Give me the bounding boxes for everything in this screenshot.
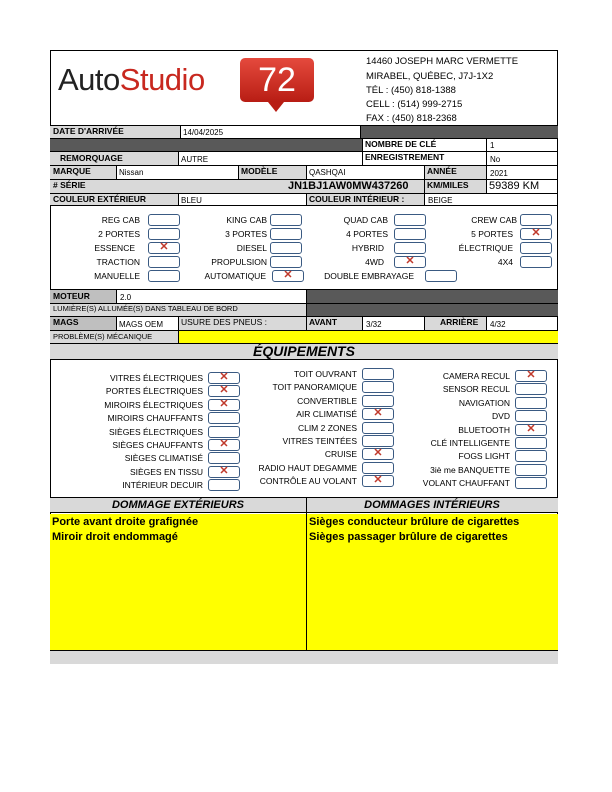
logo-badge [240,58,314,102]
motor-value[interactable]: 2.0 [120,293,132,302]
equipment-option-checkbox[interactable] [362,422,394,434]
motor-value-cell [116,289,306,303]
body-option-checkbox[interactable] [270,214,302,226]
body-option-label: HYBRID [351,243,384,253]
equipment-option-label: VITRES ÉLECTRIQUES [109,373,203,383]
ext-damage-area[interactable] [50,514,306,650]
equipment-option-checkbox[interactable] [515,477,547,489]
mech-label: PROBLÈME(S) MÉCANIQUE [53,332,153,341]
equipment-option-checkbox[interactable] [515,450,547,462]
mech-value-cell[interactable] [178,330,558,343]
equipment-option-label: DVD [492,411,510,422]
body-option-checkbox[interactable] [394,228,426,240]
int-damage-line: Sièges conducteur brûlure de cigarettes [309,516,520,528]
towing-value[interactable]: AUTRE [181,155,209,164]
body-option-label: 3 PORTES [225,229,267,239]
serial-label: # SÉRIE [53,180,86,190]
equipment-option-checkbox[interactable] [515,397,547,409]
equipment-option-checkbox[interactable] [362,462,394,474]
equipment-option-label: TOIT PANORAMIQUE [272,382,357,393]
equipment-option-label: RADIO HAUT DEGAMME [258,462,357,473]
body-option-label: TRACTION [96,257,140,267]
body-option-checkbox[interactable] [148,214,180,226]
equipment-option-label: TOIT OUVRANT [294,369,357,379]
body-option-label: QUAD CAB [343,215,388,225]
check-x-icon: ✕ [373,407,383,420]
body-option-label: 4X4 [497,257,513,267]
body-option-label: 4WD [365,257,384,267]
body-option-checkbox[interactable] [520,256,552,268]
check-x-icon: ✕ [405,255,415,267]
body-option-label: DOUBLE EMBRAYAGE [324,271,414,281]
equipment-option-checkbox[interactable] [208,372,240,384]
int-damage-title: DOMMAGES INTÉRIEURS [364,499,500,511]
body-option-checkbox[interactable] [520,242,552,254]
keys-value-cell [486,138,558,151]
ext-color-label: COULEUR EXTÉRIEUR [53,194,147,204]
check-x-icon: ✕ [219,371,229,383]
registration-label: ENREGISTREMENT [365,152,445,162]
check-x-icon: ✕ [373,447,383,460]
equipment-option-label: INTÉRIEUR DECUIR [122,480,203,491]
equipment-option-checkbox[interactable] [515,370,547,382]
equipment-option-checkbox[interactable] [515,464,547,476]
towing-label: REMORQUAGE [60,153,123,163]
keys-dark-cell [50,138,362,151]
body-option-checkbox[interactable] [148,242,180,254]
equipment-option-label: SIÈGES ÉLECTRIQUES [109,426,203,437]
equipment-option-checkbox[interactable] [362,381,394,393]
tires-label: USURE DES PNEUS : [181,317,267,327]
year-label: ANNÉE [427,166,457,176]
equipment-option-checkbox[interactable] [208,412,240,424]
logo-text: AutoStudio [58,62,205,97]
equipment-option-label: BLUETOOTH [458,424,510,435]
equipment-option-checkbox[interactable] [208,439,240,451]
make-label: MARQUE [53,166,91,176]
equipment-option-label: CLIM 2 ZONES [297,422,357,433]
body-option-label: DIESEL [236,243,267,253]
body-option-label: MANUELLE [94,271,140,281]
int-damage-line: Sièges passager brûlure de cigarettes [309,531,508,543]
check-x-icon: ✕ [159,241,169,253]
motor-label: MOTEUR [53,291,90,301]
body-option-checkbox[interactable] [394,242,426,254]
make-value[interactable]: Nissan [119,168,144,177]
logo [58,62,205,102]
equipment-option-checkbox[interactable] [208,452,240,464]
equipment-option-checkbox[interactable] [208,385,240,397]
body-option-checkbox[interactable] [272,270,304,282]
body-option-checkbox[interactable] [520,228,552,240]
equipment-option-checkbox[interactable] [515,424,547,436]
mags-label: MAGS [53,317,79,327]
equipment-option-label: SIÈGES EN TISSU [129,466,203,477]
body-option-label: PROPULSION [211,257,267,267]
mags-value[interactable]: MAGS OEM [119,320,164,329]
body-option-checkbox[interactable] [270,242,302,254]
body-option-label: CREW CAB [471,215,517,225]
equipment-option-checkbox[interactable] [208,426,240,438]
rear-value[interactable]: 4/32 [490,320,506,329]
check-x-icon: ✕ [219,397,229,410]
equipment-option-checkbox[interactable] [208,466,240,478]
check-x-icon: ✕ [373,474,383,487]
front-label: AVANT [309,317,338,327]
body-option-label: REG CAB [101,215,140,225]
cell-phone: CELL : (514) 999-2715 [366,99,463,110]
equipment-option-checkbox[interactable] [515,437,547,449]
equipment-option-checkbox[interactable] [362,368,394,380]
equipment-option-checkbox[interactable] [362,448,394,460]
body-option-label: ÉLECTRIQUE [458,243,513,253]
equipment-option-label: 3iè me BANQUETTE [430,464,510,475]
check-x-icon: ✕ [219,438,229,450]
address: 14460 JOSEPH MARC VERMETTE [366,56,519,67]
body-option-label: 2 PORTES [98,229,140,239]
equipment-option-label: CONTRÔLE AU VOLANT [259,476,357,487]
check-x-icon: ✕ [283,269,293,281]
equipment-option-label: VOLANT CHAUFFANT [422,478,510,489]
body-option-checkbox[interactable] [394,214,426,226]
check-x-icon: ✕ [219,464,229,477]
body-option-checkbox[interactable] [394,256,426,268]
km-label: KM/MILES [427,180,469,190]
rear-label: ARRIÈRE [440,317,479,327]
equipment-option-label: MIROIRS CHAUFFANTS [107,413,203,424]
arrival-value[interactable]: 14/04/2025 [183,128,224,137]
equipment-option-checkbox[interactable] [362,408,394,420]
lights-label: LUMIÈRE(S) ALLUMÉE(S) DANS TABLEAU DE BORD [53,304,238,313]
equipment-option-label: MIROIRS ÉLECTRIQUES [104,399,203,410]
check-x-icon: ✕ [219,384,229,397]
arrival-dark-cell [360,125,558,138]
body-option-label: KING CAB [226,215,267,225]
equipment-title: ÉQUIPEMENTS [253,343,355,359]
equipment-option-label: CAMERA RECUL [442,371,510,381]
equipment-option-label: CRUISE [324,449,357,460]
int-color-value[interactable]: BEIGE [428,196,453,205]
serial-value[interactable]: JN1BJ1AW0MW437260 [288,180,409,192]
equipment-option-label: AIR CLIMATISÉ [296,409,357,420]
ext-damage-title: DOMMAGE EXTÉRIEURS [111,499,244,511]
model-value[interactable]: QASHQAI [309,168,346,177]
fax: FAX : (450) 818-2368 [366,113,457,124]
check-x-icon: ✕ [526,422,536,435]
front-value[interactable]: 3/32 [366,320,382,329]
body-option-label: AUTOMATIQUE [204,271,266,281]
keys-label: NOMBRE DE CLÉ [365,139,437,149]
logo-text-accent: Studio [119,62,205,97]
equipment-option-label: CLÉ INTELLIGENTE [430,438,510,448]
motor-dark-cell [306,289,558,303]
check-x-icon: ✕ [526,369,536,381]
int-damage-area[interactable] [307,514,558,650]
equipment-option-checkbox[interactable] [362,395,394,407]
equipment-option-label: VITRES TEINTÉES [282,436,357,446]
ext-damage-line: Porte avant droite grafignée [52,516,199,528]
body-option-checkbox[interactable] [270,256,302,268]
equipment-option-label: SIÈGES CHAUFFANTS [112,440,203,450]
body-option-label: 4 PORTES [346,229,388,239]
body-option-checkbox[interactable] [148,228,180,240]
lights-dark-cell [306,303,558,316]
equipment-option-checkbox[interactable] [362,435,394,447]
logo-number: 72 [258,61,296,99]
equipment-option-label: SENSOR RECUL [442,384,510,395]
equipment-option-checkbox[interactable] [515,383,547,395]
year-value[interactable]: 2021 [490,169,508,178]
arrival-label: DATE D'ARRIVÉE [53,126,124,136]
equipment-option-checkbox[interactable] [362,475,394,487]
int-color-label: COULEUR INTÉRIEUR : [309,194,405,204]
keys-value[interactable]: 1 [490,141,495,150]
km-value[interactable]: 59389 KM [489,180,540,192]
footer-bar [50,650,558,664]
ext-damage-line: Miroir droit endommagé [52,531,178,543]
body-option-checkbox[interactable] [520,214,552,226]
equipment-option-label: NAVIGATION [458,397,510,408]
model-label: MODÈLE [241,166,278,176]
city: MIRABEL, QUÉBEC, J7J-1X2 [366,71,494,82]
equipment-option-label: PORTES ÉLECTRIQUES [105,386,203,397]
equipment-option-label: SIÈGES CLIMATISÉ [124,453,203,464]
body-option-checkbox[interactable] [425,270,457,282]
body-option-checkbox[interactable] [148,270,180,282]
body-option-checkbox[interactable] [270,228,302,240]
equipment-option-label: CONVERTIBLE [297,395,357,406]
equipment-option-label: FOGS LIGHT [458,451,510,462]
body-option-label: 5 PORTES [471,229,513,239]
telephone: TÉL : (450) 818-1388 [366,85,456,96]
ext-color-value[interactable]: BLEU [181,196,202,205]
body-option-label: ESSENCE [94,243,135,253]
body-option-checkbox[interactable] [148,256,180,268]
equipment-option-checkbox[interactable] [208,399,240,411]
equipment-option-checkbox[interactable] [515,410,547,422]
check-x-icon: ✕ [531,227,541,239]
registration-value[interactable]: No [490,155,501,164]
equipment-option-checkbox[interactable] [208,479,240,491]
